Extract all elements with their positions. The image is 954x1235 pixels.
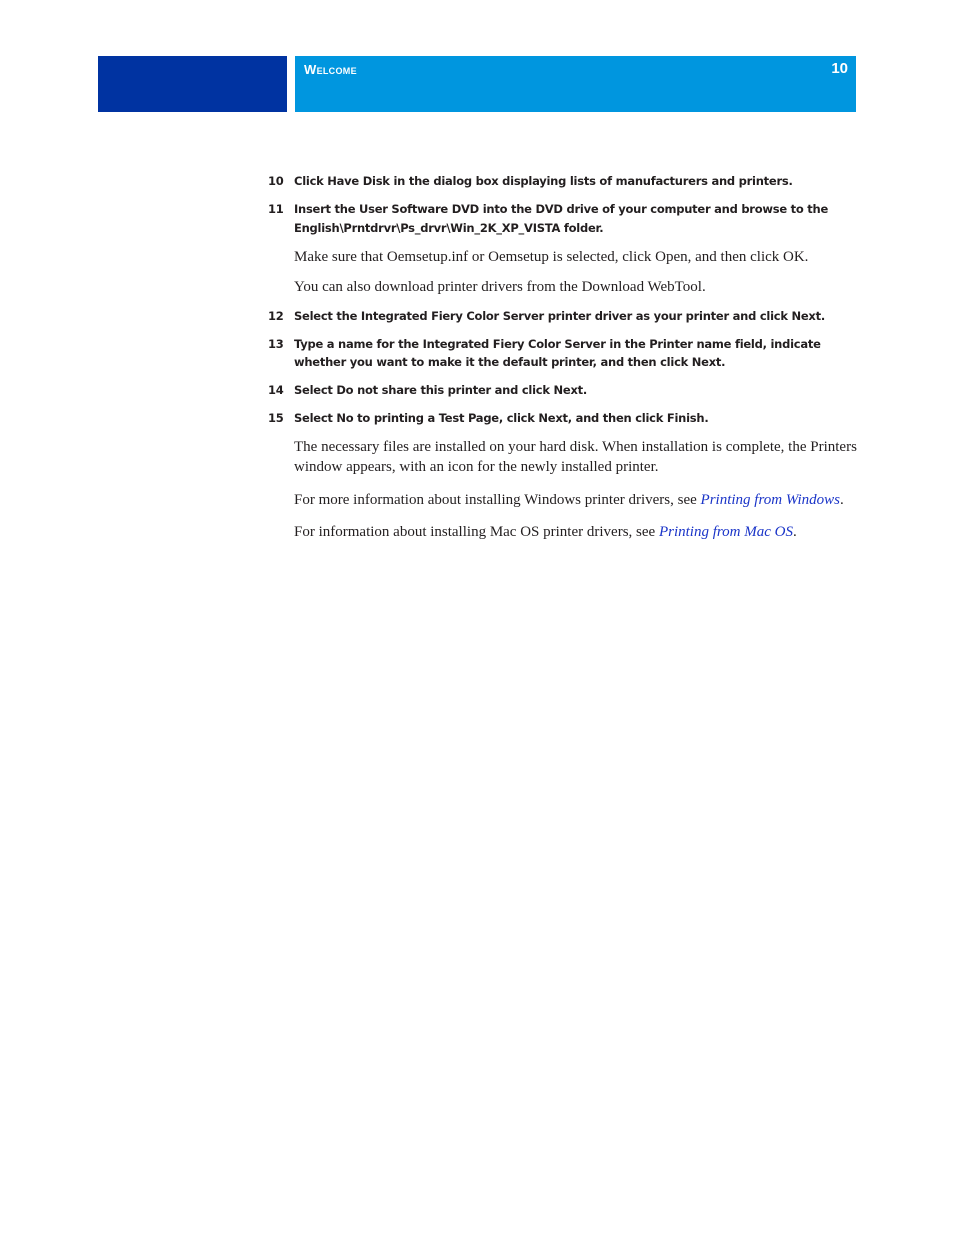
paragraph-text-end: . (840, 492, 844, 508)
paragraph-webtool: You can also download printer drivers from the Download WebTool. (294, 278, 706, 295)
section-title: Welcome (304, 62, 357, 77)
paragraph-oemsetup: Make sure that Oemsetup.inf or Oemsetup is selected, click Open, and then click OK. (294, 248, 809, 265)
paragraph-text-end: . (792, 524, 797, 540)
step-text: Click Have Disk in the dialog box displaying lists of manufacturers and printers. (294, 174, 793, 188)
step-text: Insert the User Software DVD into the DVD drive of your computer and browse to the English\Prntdrvr\Ps_drvr\Win_2K_XP_VISTA folder. (294, 202, 829, 235)
paragraph-mac-drivers (268, 522, 858, 542)
header-left-block (98, 56, 287, 112)
paragraph-text: For information about installing Mac OS printer drivers, see (294, 524, 659, 540)
step-10 (268, 172, 858, 191)
paragraph-text: For more information about installing Windows printer drivers, see (294, 492, 701, 508)
step-text: Select the Integrated Fiery Color Server printer driver as your printer and click Next. (294, 308, 825, 323)
step-12 (268, 307, 858, 326)
step-text: Select Do not share this printer and click Next. (294, 383, 587, 397)
printing-from-windows-link[interactable]: Printing from Windows (700, 492, 841, 508)
step-14 (268, 381, 858, 400)
printing-from-mac-os-link[interactable]: Printing from Mac OS (658, 524, 793, 540)
step-number: 14 (268, 383, 284, 397)
step-number: 12 (268, 308, 284, 323)
step-text: Type a name for the Integrated Fiery Color Server in the Printer name field, indicate whether you want to make it the default printer, and then click Next. (294, 336, 821, 369)
step-number: 13 (268, 336, 284, 351)
paragraph-windows-drivers (268, 490, 858, 510)
step-number: 15 (268, 411, 284, 425)
step-13 (268, 335, 858, 372)
page-content (268, 172, 858, 552)
step-number: 10 (268, 174, 284, 188)
step-15 (268, 409, 858, 428)
header-bar (295, 56, 856, 112)
step-11 (268, 200, 858, 237)
paragraph-installed: The necessary files are installed on your hard disk. When installation is complete, the Printers window appears, with an icon for the newly installed printer. (294, 439, 857, 475)
step-text: Select No to printing a Test Page, click Next, and then click Finish. (294, 411, 709, 425)
step-number: 11 (268, 202, 284, 216)
page-number: 10 (831, 60, 848, 77)
